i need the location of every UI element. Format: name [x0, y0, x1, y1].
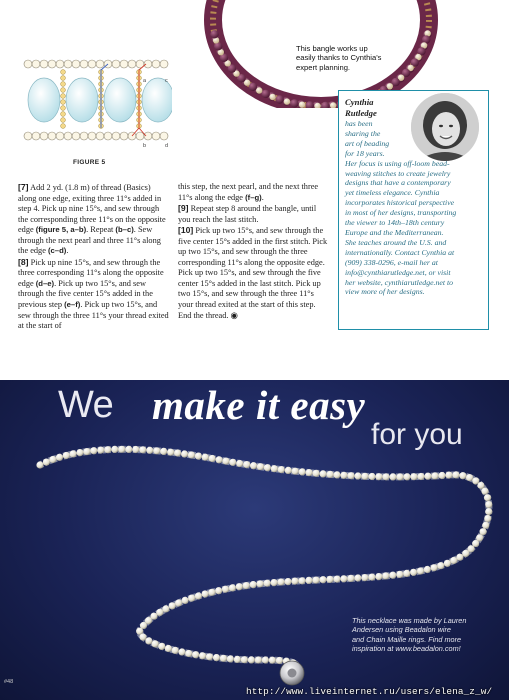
ad-caption-line: inspiration at www.beadalon.com! [352, 644, 461, 654]
figure-label-d: d [165, 143, 169, 149]
step-number: [7] [18, 182, 29, 192]
necklace-pearl [192, 651, 199, 658]
necklace-pearl [243, 582, 250, 589]
necklace-pearl [424, 566, 431, 573]
step-number: [9] [178, 203, 189, 214]
figure-reference: (d–e) [35, 278, 55, 288]
step-text: . [261, 192, 264, 202]
necklace-pearl [326, 576, 333, 583]
necklace-pearl [236, 583, 243, 590]
necklace-pearl [250, 581, 257, 588]
step-text: . [66, 246, 69, 256]
bangle-bead [276, 95, 284, 103]
necklace-pearl [271, 579, 278, 586]
necklace-pearl [208, 589, 215, 596]
necklace-pearl [481, 488, 488, 495]
necklace-pearl [139, 446, 146, 453]
necklace-pearl [269, 657, 276, 664]
necklace-pearl [456, 554, 463, 561]
step-text: Repeat step 8 around the bangle, until you reach the last stitch. [178, 204, 317, 224]
author-bio-box [338, 90, 489, 330]
necklace-pearl [234, 656, 241, 663]
author-name [345, 97, 377, 118]
end-of-article-icon: ◉ [230, 310, 238, 320]
headline-make-it-easy: make it easy [152, 382, 366, 428]
necklace-pearl [104, 446, 111, 453]
beadalon-ad [0, 380, 509, 700]
necklace-pearl [264, 580, 271, 587]
necklace-pearl [482, 522, 489, 529]
author-last-name: Rutledge [345, 107, 377, 118]
bio-line: sharing the [345, 128, 381, 138]
bangle-bead [210, 30, 218, 38]
step-text: Pick up nine 15°s, and sew through the three corresponding 11°s along the opposite edge [18, 257, 164, 288]
necklace-pearl [255, 656, 262, 663]
necklace-pearl [257, 463, 264, 470]
necklace-pearl [139, 634, 146, 641]
necklace-pearl [417, 473, 424, 480]
necklace-pearl [298, 577, 305, 584]
bangle-bead [392, 78, 400, 86]
necklace-pearl [49, 456, 56, 463]
necklace-pearl [160, 448, 167, 455]
necklace-pearl [175, 599, 182, 606]
bio-line: She teaches around the U.S. and [345, 237, 447, 247]
bio-line: incorporates historical perspective [345, 198, 455, 208]
necklace-pearl [305, 577, 312, 584]
necklace-pearl [182, 597, 189, 604]
necklace-pearl [213, 654, 220, 661]
necklace-pearl [146, 447, 153, 454]
bangle-bead [299, 102, 305, 108]
figure-5-diagram [22, 52, 172, 152]
page-number: #48 [4, 679, 14, 685]
bangle-bead [256, 87, 262, 93]
bio-line: weaving stitches to create jewelry [345, 168, 451, 178]
necklace-pearl [90, 447, 97, 454]
necklace-pearl [229, 459, 236, 466]
necklace-pearl [368, 473, 375, 480]
necklace-pearl [438, 472, 445, 479]
necklace-pearl [222, 458, 229, 465]
step-text: . Pick up two 15°s, and sew through the five center 15°s added in the previous step [18, 278, 153, 310]
necklace-pearl [284, 578, 291, 585]
step-text: . Sew through the next pearl and three 11°s along the edge [18, 225, 161, 256]
necklace-pearl [333, 576, 340, 583]
step-number: [10] [178, 225, 194, 236]
necklace-pearl [181, 450, 188, 457]
bio-line: Europe and the Mediterranean. [345, 227, 444, 237]
bio-line: for 18 years. [345, 148, 385, 158]
necklace-pearl [462, 550, 469, 557]
figure-reference: (f–g) [245, 192, 262, 202]
necklace-pearl [70, 450, 77, 457]
necklace-pearl [452, 471, 459, 478]
necklace-pearl [243, 461, 250, 468]
necklace-pearl [396, 473, 403, 480]
necklace-pearl [389, 572, 396, 579]
necklace-pearl [153, 447, 160, 454]
necklace-pearl [215, 587, 222, 594]
step-text: this step, the next pearl, and the next three 11°s along the edge [178, 182, 319, 202]
necklace-pearl [83, 448, 90, 455]
necklace-pearl [185, 650, 192, 657]
necklace-pearl [403, 570, 410, 577]
necklace-pearl [250, 462, 257, 469]
necklace-pearl [63, 452, 70, 459]
necklace-pearl [485, 508, 492, 515]
necklace-pearl [459, 472, 466, 479]
necklace-pearl [285, 467, 292, 474]
necklace-pearl [410, 569, 417, 576]
bangle-bead [290, 99, 298, 107]
necklace-pearl [172, 647, 179, 654]
necklace-pearl [202, 454, 209, 461]
ad-caption-line: and Chain Maille rings. Find more [352, 634, 462, 644]
necklace-pearl [97, 447, 104, 454]
headline-we: We [58, 384, 114, 426]
necklace-pearl [257, 580, 264, 587]
bio-line: info@cynthiarutledge.net, or visit [345, 267, 451, 277]
necklace-pearl [299, 468, 306, 475]
necklace-pearl [222, 586, 229, 593]
necklace-pearl [361, 574, 368, 581]
bio-line: designs that have a contemporary [345, 178, 451, 188]
step-text: . Pick up two 15°s, and sew through the three 11°s your thread exited at the start of [18, 300, 169, 331]
necklace-pearl [410, 473, 417, 480]
necklace-pearl [382, 572, 389, 579]
figure-caption: FIGURE 5 [73, 159, 106, 166]
necklace-pearl [292, 468, 299, 475]
bio-line: (909) 338-0296, e-mail her at [345, 257, 438, 267]
necklace-pearl [354, 472, 361, 479]
necklace-pearl [437, 562, 444, 569]
necklace-pearl [118, 446, 125, 453]
necklace-pearl [431, 564, 438, 571]
necklace-pearl [229, 584, 236, 591]
bangle-bead [262, 90, 270, 98]
bio-line: internationally. Contact Cynthia at [345, 247, 455, 257]
necklace-pearl [340, 472, 347, 479]
necklace-pearl [76, 449, 83, 456]
step-text: . Repeat [86, 225, 114, 235]
instructions-column-2 [178, 182, 330, 321]
necklace-pearl [484, 515, 491, 522]
necklace-pearl [480, 528, 487, 535]
necklace-pearl [306, 469, 313, 476]
step-text: Pick up two 15°s, and sew through the five center 15°s added in the first stitch. Pick up two 15°s, and sew through the three corresponding 11°s along the opposite edge. Pick up two 15°s, and sew through the five center 15°s added in the last stitch. Pick up two 15°s, and sew through the three 11°s your thread exited at the start of this step. End the thread. [178, 226, 328, 320]
necklace-pearl [158, 643, 165, 650]
necklace-pearl [167, 449, 174, 456]
necklace-pearl [484, 494, 491, 501]
bio-line: her website, cynthiarutledge.net to [345, 277, 454, 287]
necklace-pearl [36, 461, 43, 468]
author-bio-text [345, 119, 487, 297]
ad-caption-line: Andersen using Beadalon wire [352, 625, 451, 635]
necklace-pearl [195, 592, 202, 599]
figure-reference: (b–c) [115, 225, 134, 235]
necklace-pearl [354, 574, 361, 581]
necklace-pearl [347, 472, 354, 479]
necklace-pearl [333, 471, 340, 478]
necklace-pearl [241, 656, 248, 663]
necklace-pearl [162, 605, 169, 612]
necklace-pearl [424, 473, 431, 480]
bangle-bead [284, 98, 290, 104]
ad-caption-line: This necklace was made by Lauren [352, 616, 467, 625]
bio-line: has been [345, 119, 373, 128]
necklace-pearl [236, 460, 243, 467]
necklace-pearl [165, 645, 172, 652]
necklace-pearl [312, 577, 319, 584]
necklace-pearl [56, 454, 63, 461]
necklace-pearl [178, 648, 185, 655]
necklace-pearl [291, 578, 298, 585]
necklace-pearl [188, 595, 195, 602]
headline-for-you: for you [371, 418, 463, 451]
necklace-pearl [382, 473, 389, 480]
figure-reference: (c–d) [47, 246, 67, 256]
bio-line: the viewer to 14th–18th century [345, 218, 445, 228]
necklace-pearl [375, 473, 382, 480]
necklace-pearl [125, 446, 132, 453]
bio-line: Her focus is using off-loom bead- [345, 158, 450, 168]
necklace-pearl [209, 455, 216, 462]
figure-reference: (e–f) [64, 300, 81, 310]
necklace-pearl [431, 472, 438, 479]
necklace-pearl [347, 575, 354, 582]
necklace-pearl [327, 471, 334, 478]
necklace-pearl [271, 465, 278, 472]
necklace-pearl [220, 655, 227, 662]
bio-line: yet timeless elegance. Cynthia [345, 188, 440, 198]
necklace-pearl [199, 652, 206, 659]
figure-reference: (figure 5, a–b) [35, 225, 87, 235]
necklace-pearl [276, 657, 283, 664]
figure-label-b: b [143, 143, 147, 149]
necklace-pearl [320, 470, 327, 477]
necklace-pearl [319, 576, 326, 583]
necklace-pearl [206, 653, 213, 660]
step-number: [8] [18, 256, 29, 267]
bio-line: view more of her designs. [345, 287, 425, 297]
necklace-pearl [368, 574, 375, 581]
bio-line: in most of her designs, transporting [345, 208, 457, 218]
bangle-caption-line: expert planning. [296, 62, 351, 72]
instructions-column-1 [18, 182, 170, 332]
necklace-pearl [132, 446, 139, 453]
author-first-name: Cynthia [345, 97, 374, 107]
necklace-pearl [111, 446, 118, 453]
necklace-pearl [417, 567, 424, 574]
necklace-pearl [188, 451, 195, 458]
figure-label-a: a [143, 78, 147, 84]
necklace-pearl [403, 473, 410, 480]
necklace-pearl [445, 472, 452, 479]
figure-label-c: c [165, 78, 168, 84]
necklace-pearl [485, 501, 492, 508]
necklace-pearl [450, 557, 457, 564]
necklace-pearl [466, 474, 473, 481]
necklace-pearl [43, 459, 50, 466]
necklace-pearl [262, 656, 269, 663]
necklace-pearl [152, 640, 159, 647]
source-watermark-link[interactable]: http://www.liveinternet.ru/users/elena_z_w/ [246, 686, 493, 697]
necklace-pearl [396, 571, 403, 578]
necklace-pearl [248, 656, 255, 663]
necklace-pearl [340, 575, 347, 582]
necklace-pearl [145, 637, 152, 644]
necklace-pearl [313, 470, 320, 477]
bangle-caption-line: easily thanks to Cynthia's [296, 53, 382, 63]
necklace-pearl [174, 449, 181, 456]
necklace-pearl [202, 590, 209, 597]
bangle-caption-line: This bangle works up [296, 44, 368, 53]
necklace-pearl [277, 578, 284, 585]
necklace-pearl [195, 453, 202, 460]
necklace-pearl [216, 456, 223, 463]
bangle-bead [269, 94, 275, 100]
necklace-pearl [375, 573, 382, 580]
necklace-pearl [361, 473, 368, 480]
step-text: Add 2 yd. (1.8 m) of thread (Basics) along one edge, exiting three 11°s added in step 4. Pick up nine 15°s, and sew through the corresponding three 11°s on the opposite edge [18, 183, 166, 235]
ad-caption [352, 616, 502, 654]
necklace-pearl [227, 655, 234, 662]
necklace-pearl [444, 560, 451, 567]
necklace-pearl [264, 464, 271, 471]
necklace-pearl [278, 466, 285, 473]
necklace-pearl [389, 473, 396, 480]
bio-line: art of beading [345, 138, 390, 148]
necklace-pearl [169, 602, 176, 609]
bangle-caption [296, 44, 416, 72]
